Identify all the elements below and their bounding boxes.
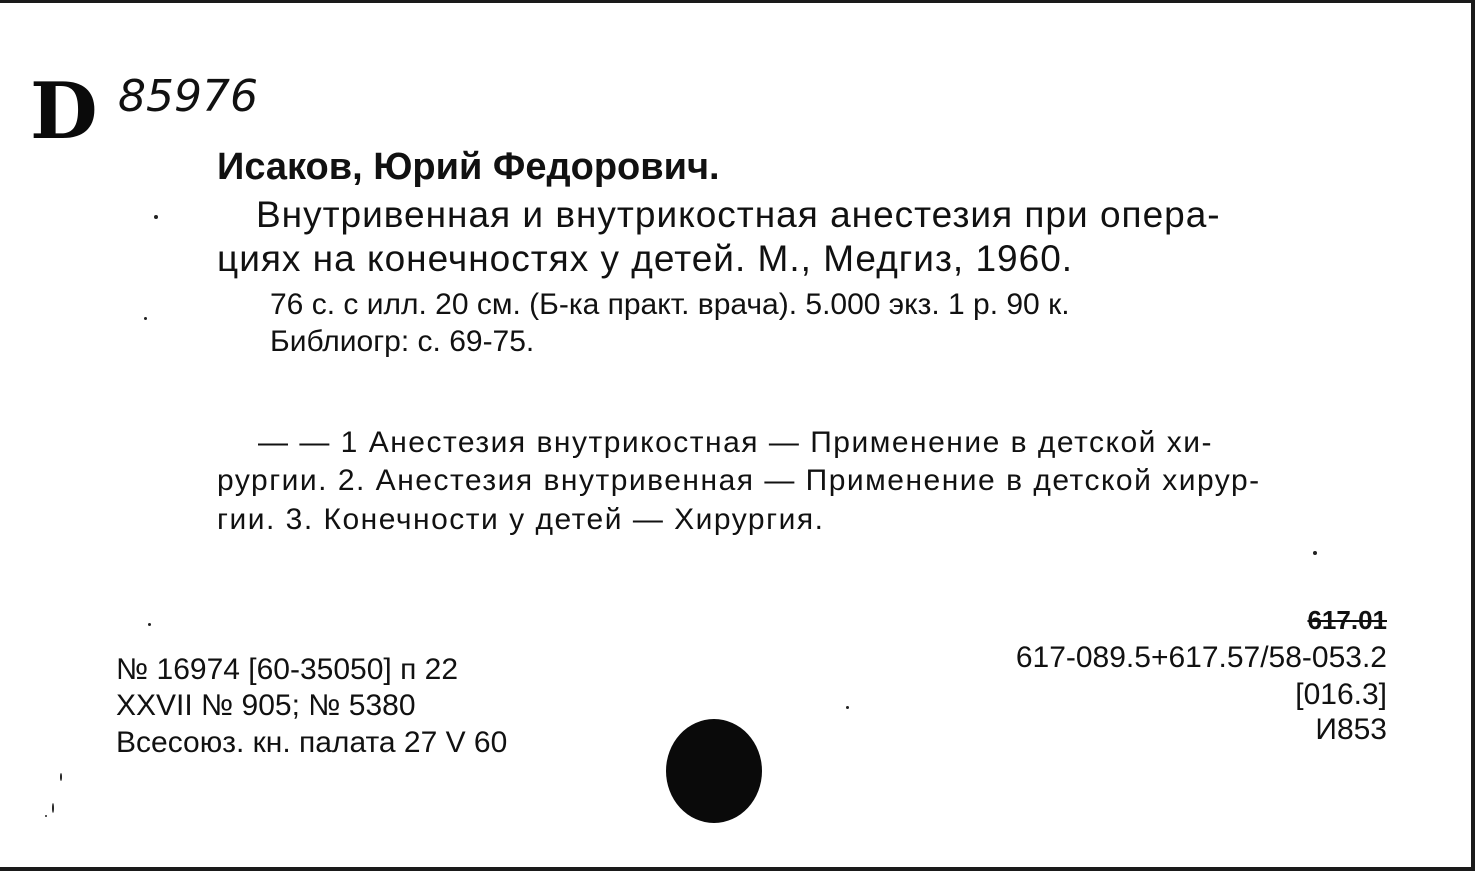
author-mark: И853 <box>1315 713 1387 746</box>
subject-line-2: рургии. 2. Анестезия внутривенная — Применение в детской хирур- <box>217 464 1261 497</box>
stamp-letter: D <box>30 66 96 157</box>
punch-hole <box>666 719 762 823</box>
registry-line-3: Всесоюз. кн. палата 27 V 60 <box>116 726 508 759</box>
speck-mark <box>148 623 151 626</box>
speck-mark <box>60 773 62 781</box>
speck-mark <box>144 317 147 320</box>
speck-mark <box>154 215 158 219</box>
speck-mark <box>846 706 849 709</box>
speck-mark <box>45 815 47 817</box>
title-line-2: циях на конечностях у детей. М., Медгиз, 1960. <box>217 238 1074 279</box>
speck-mark <box>1313 551 1317 555</box>
subject-line-3: гии. 3. Конечности у детей — Хирургия. <box>217 503 825 536</box>
udc-classification: 617-089.5+617.57/58-053.2 <box>1015 641 1387 674</box>
crossed-out-classification: 617.01 <box>1307 605 1387 635</box>
subject-line-1: — — 1 Анестезия внутрикостная — Применение в детской хи- <box>258 426 1213 459</box>
registry-line-1: № 16974 [60-35050] п 22 <box>116 653 459 686</box>
physical-description: 76 с. с илл. 20 см. (Б-ка практ. врача). 5.000 экз. 1 р. 90 к. <box>270 288 1070 321</box>
bibliography-note: Библиогр: с. 69-75. <box>270 325 535 358</box>
title-line-1: Внутривенная и внутрикостная анестезия при опера- <box>256 194 1221 235</box>
inventory-number: 85976 <box>118 71 258 122</box>
registry-line-2: XXVII № 905; № 5380 <box>116 689 416 722</box>
author-heading: Исаков, Юрий Федорович. <box>217 146 720 188</box>
speck-mark <box>52 803 54 813</box>
bracket-classification: [016.3] <box>1295 678 1387 711</box>
